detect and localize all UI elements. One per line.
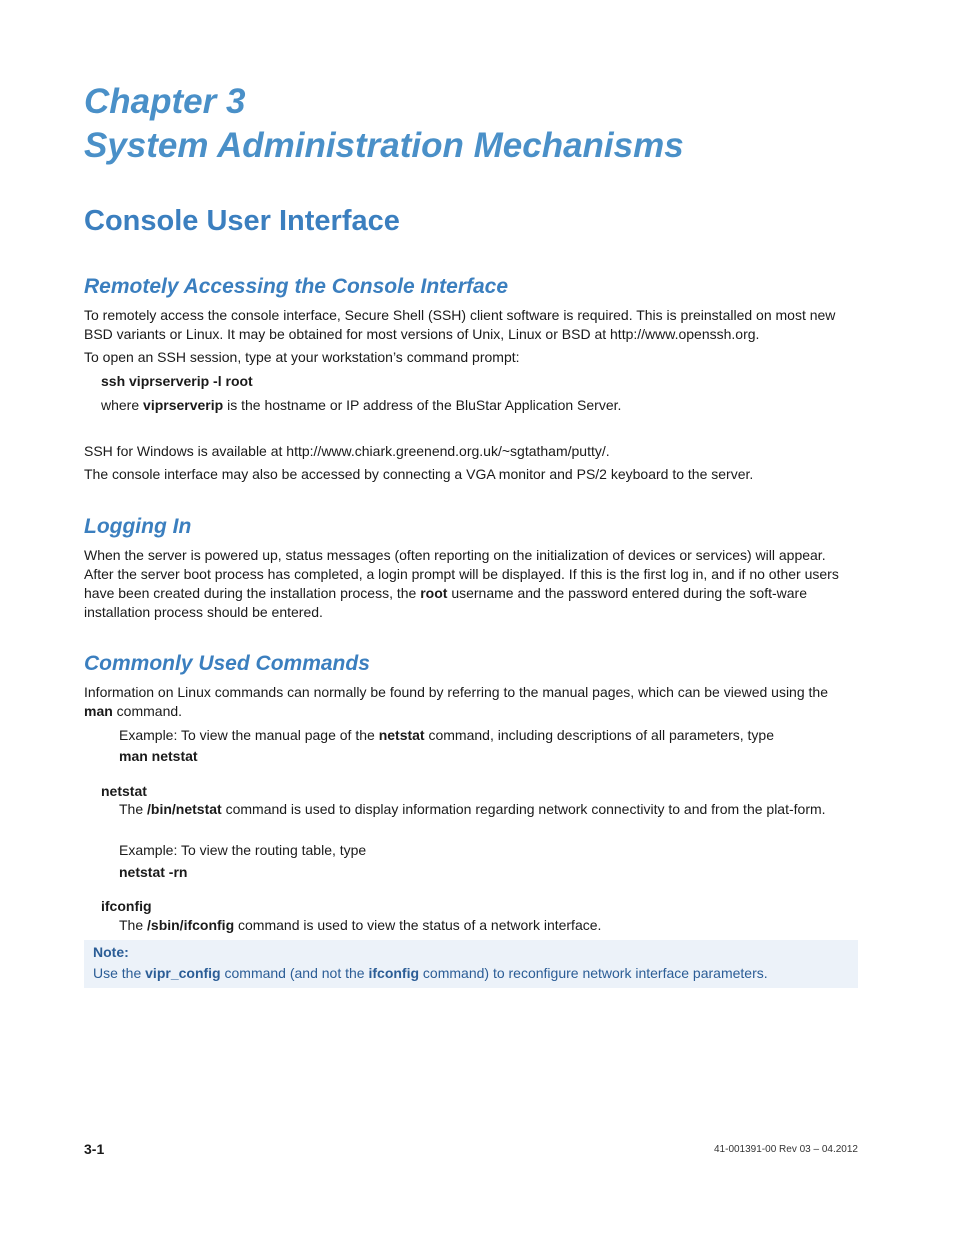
man-term: man xyxy=(84,703,113,719)
remote-para-1: To remotely access the console interface, Secure Shell (SSH) client software is required. This is preinstalled on most new BSD variants or Linux. It may be obtained for most versions of Unix, Linux or BSD at http://www.openssh.org. xyxy=(84,307,836,342)
note-box xyxy=(84,940,858,988)
example-man: Example: To view the manual page of the netstat command, including descriptions of all parameters, type xyxy=(119,727,774,743)
commands-intro: Information on Linux commands can normally be found by referring to the manual pages, which can be viewed using the man command. xyxy=(84,684,828,719)
vipr-config-term: vipr_config xyxy=(145,965,221,981)
sbin-ifconfig-path: /sbin/ifconfig xyxy=(147,917,235,933)
document-id: 41-001391-00 Rev 03 – 04.2012 xyxy=(713,1144,858,1155)
ssh-command: ssh viprserverip -l root xyxy=(101,373,253,389)
heading-commands: Commonly Used Commands xyxy=(84,652,370,675)
netstat-rn-command: netstat -rn xyxy=(119,864,188,880)
note-body: Use the vipr_config command (and not the ifconfig command) to reconfigure network interface parameters. xyxy=(93,965,768,981)
ifconfig-note-term: ifconfig xyxy=(368,965,420,981)
ifconfig-term: ifconfig xyxy=(101,898,152,914)
chapter-number: Chapter 3 xyxy=(84,82,246,121)
root-term: root xyxy=(420,585,448,601)
logging-para: When the server is powered up, status messages (often reporting on the initialization of devices or services) will appear. After the server boot process has completed, a login prompt will be displayed. If this is the first log in, and if no other users have been created during the installation process, the root username and the password entered during the soft-ware installation process should be entered. xyxy=(84,547,839,620)
remote-para-2: To open an SSH session, type at your workstation’s command prompt: xyxy=(84,349,520,365)
heading-remote-access: Remotely Accessing the Console Interface xyxy=(84,275,509,298)
remote-para-3: SSH for Windows is available at http://www.chiark.greenend.org.uk/~sgtatham/putty/. xyxy=(84,443,610,459)
ssh-where: where viprserverip is the hostname or IP address of the BluStar Application Server. xyxy=(101,397,622,413)
example-routing: Example: To view the routing table, type xyxy=(119,842,367,858)
chapter-title: System Administration Mechanisms xyxy=(84,126,684,165)
man-netstat-command: man netstat xyxy=(119,748,198,764)
netstat-term: netstat xyxy=(101,783,147,799)
page-number: 3-1 xyxy=(84,1141,105,1157)
netstat-inline: netstat xyxy=(378,727,425,743)
ifconfig-desc: The /sbin/ifconfig command is used to view the status of a network interface. xyxy=(119,917,602,933)
viprserverip-term: viprserverip xyxy=(143,397,224,413)
heading-logging-in: Logging In xyxy=(84,515,192,538)
section-title: Console User Interface xyxy=(84,205,400,237)
bin-netstat-path: /bin/netstat xyxy=(147,801,222,817)
note-title: Note: xyxy=(93,944,129,960)
netstat-desc: The /bin/netstat command is used to display information regarding network connectivity to and from the plat-form. xyxy=(119,801,826,817)
remote-para-4: The console interface may also be accessed by connecting a VGA monitor and PS/2 keyboard to the server. xyxy=(84,466,754,482)
